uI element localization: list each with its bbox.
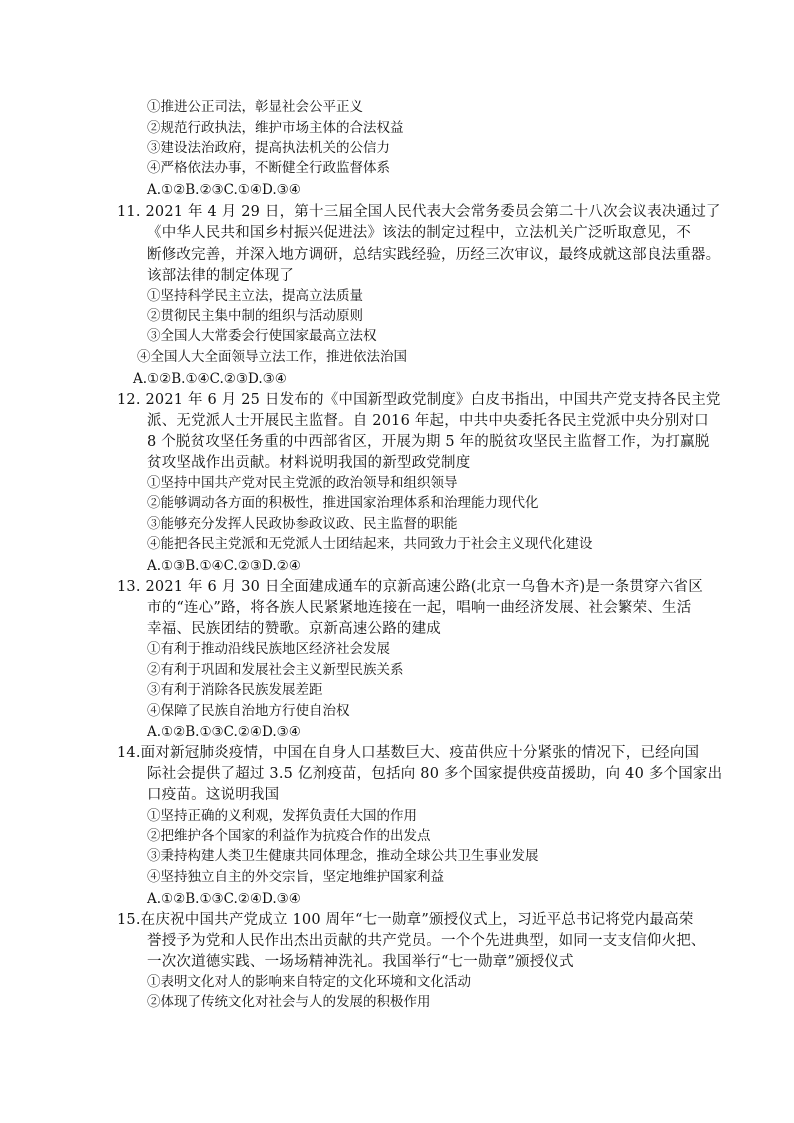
q13-option-4: ④保障了民族自治地方行使自治权 (147, 703, 350, 719)
q11-option-3: ③全国人大常委会行使国家最高立法权 (147, 328, 377, 344)
q14-stem-line-2: 际社会提供了超过 3.5 亿剂疫苗，包括向 80 多个国家提供疫苗援助，向 40 多个国家出 (147, 766, 723, 782)
q14-option-3: ③秉持构建人类卫生健康共同体理念，推动全球公共卫生事业发展 (147, 848, 539, 864)
q13-option-3: ③有利于消除各民族发展差距 (147, 682, 323, 698)
q12-stem-line-1: 12. 2021 年 6 月 25 日发布的《中国新型政党制度》白皮书指出，中国共产党支持各民主党 (117, 392, 721, 408)
q11-stem-line-1: 11. 2021 年 4 月 29 日，第十三届全国人民代表大会常务委员会第二十八次会议表决通过了 (117, 204, 721, 220)
q11-option-4: ④全国人大全面领导立法工作，推进依法治国 (137, 349, 407, 365)
q10-answers: A.①②B.②③C.①④D.③④ (147, 182, 301, 198)
q13-stem-line-2: 市的“连心”路，将各族人民紧紧地连接在一起，唱响一曲经济发展、社会繁荣、生活 (147, 600, 692, 616)
q12-option-1: ①坚持中国共产党对民主党派的政治领导和组织领导 (147, 475, 458, 491)
q15-stem-line-2: 誉授予为党和人民作出杰出贡献的共产党员。一个个先进典型，如同一支支信仰火把、 (147, 933, 706, 949)
q11-stem-line-4: 该部法律的制定体现了 (147, 268, 294, 284)
q14-option-1: ①坚持正确的义利观，发挥负责任大国的作用 (147, 808, 417, 824)
q14-option-2: ②把维护各个国家的利益作为抗疫合作的出发点 (147, 828, 431, 844)
q10-option-4: ④严格依法办事，不断健全行政监督体系 (147, 160, 390, 176)
q15-option-1: ①表明文化对人的影响来自特定的文化环境和文化活动 (147, 974, 471, 990)
q10-option-3: ③建设法治政府，提高执法机关的公信力 (147, 140, 390, 156)
q13-stem-line-1: 13. 2021 年 6 月 30 日全面建成通车的京新高速公路(北京一乌鲁木齐)是一条贯穿六省区 (117, 579, 703, 595)
q14-stem-line-3: 口疫苗。这说明我国 (147, 787, 280, 803)
q14-stem-line-1: 14.面对新冠肺炎疫情，中国在自身人口基数巨大、疫苗供应十分紧张的情况下，已经向国 (117, 745, 700, 761)
q12-stem-line-3: 8 个脱贫攻坚任务重的中西部省区，开展为期 5 年的脱贫攻坚民主监督工作，为打赢脱 (147, 434, 710, 450)
q12-stem-line-4: 贫攻坚战作出贡献。材料说明我国的新型政党制度 (147, 455, 471, 471)
q12-answers: A.①③B.①④C.②③D.②④ (147, 558, 301, 574)
q11-stem-line-2: 《中华人民共和国乡村振兴促进法》该法的制定过程中，立法机关广泛听取意见，不 (147, 225, 691, 241)
q15-stem-line-3: 一次次道德实践、一场场精神洗礼。我国举行“七一勋章”颁授仪式 (147, 954, 574, 970)
q12-option-4: ④能把各民主党派和无党派人士团结起来，共同致力于社会主义现代化建设 (147, 536, 593, 552)
q14-option-4: ④坚持独立自主的外交宗旨，坚定地维护国家利益 (147, 869, 444, 885)
q11-option-2: ②贯彻民主集中制的组织与活动原则 (147, 308, 363, 324)
q11-option-1: ①坚持科学民主立法，提高立法质量 (147, 288, 363, 304)
q12-option-3: ③能够充分发挥人民政协参政议政、民主监督的职能 (147, 516, 458, 532)
q10-option-1: ①推进公正司法，彰显社会公平正义 (147, 99, 363, 115)
q13-answers: A.①②B.①③C.②④D.③④ (147, 724, 301, 740)
q13-option-2: ②有利于巩固和发展社会主义新型民族关系 (147, 662, 404, 678)
q13-stem-line-3: 幸福、民族团结的赞歌。京新高速公路的建成 (147, 621, 441, 637)
q11-answers: A.①②B.①④C.②③D.③④ (133, 371, 287, 387)
q12-option-2: ②能够调动各方面的积极性，推进国家治理体系和治理能力现代化 (147, 495, 539, 511)
q12-stem-line-2: 派、无党派人士开展民主监督。自 2016 年起，中共中央委托各民主党派中央分别对口 (147, 413, 709, 429)
q15-stem-line-1: 15.在庆祝中国共产党成立 100 周年“七一勋章”颁授仪式上，习近平总书记将党内最高荣 (117, 912, 694, 928)
q14-answers: A.①②B.①③C.②④D.③④ (147, 891, 301, 907)
q15-option-2: ②体现了传统文化对社会与人的发展的积极作用 (147, 994, 431, 1010)
q10-option-2: ②规范行政执法，维护市场主体的合法权益 (147, 120, 404, 136)
q11-stem-line-3: 断修改完善，并深入地方调研，总结实践经验，历经三次审议，最终成就这部良法重器。 (147, 247, 721, 263)
q13-option-1: ①有利于推动沿线民族地区经济社会发展 (147, 641, 390, 657)
